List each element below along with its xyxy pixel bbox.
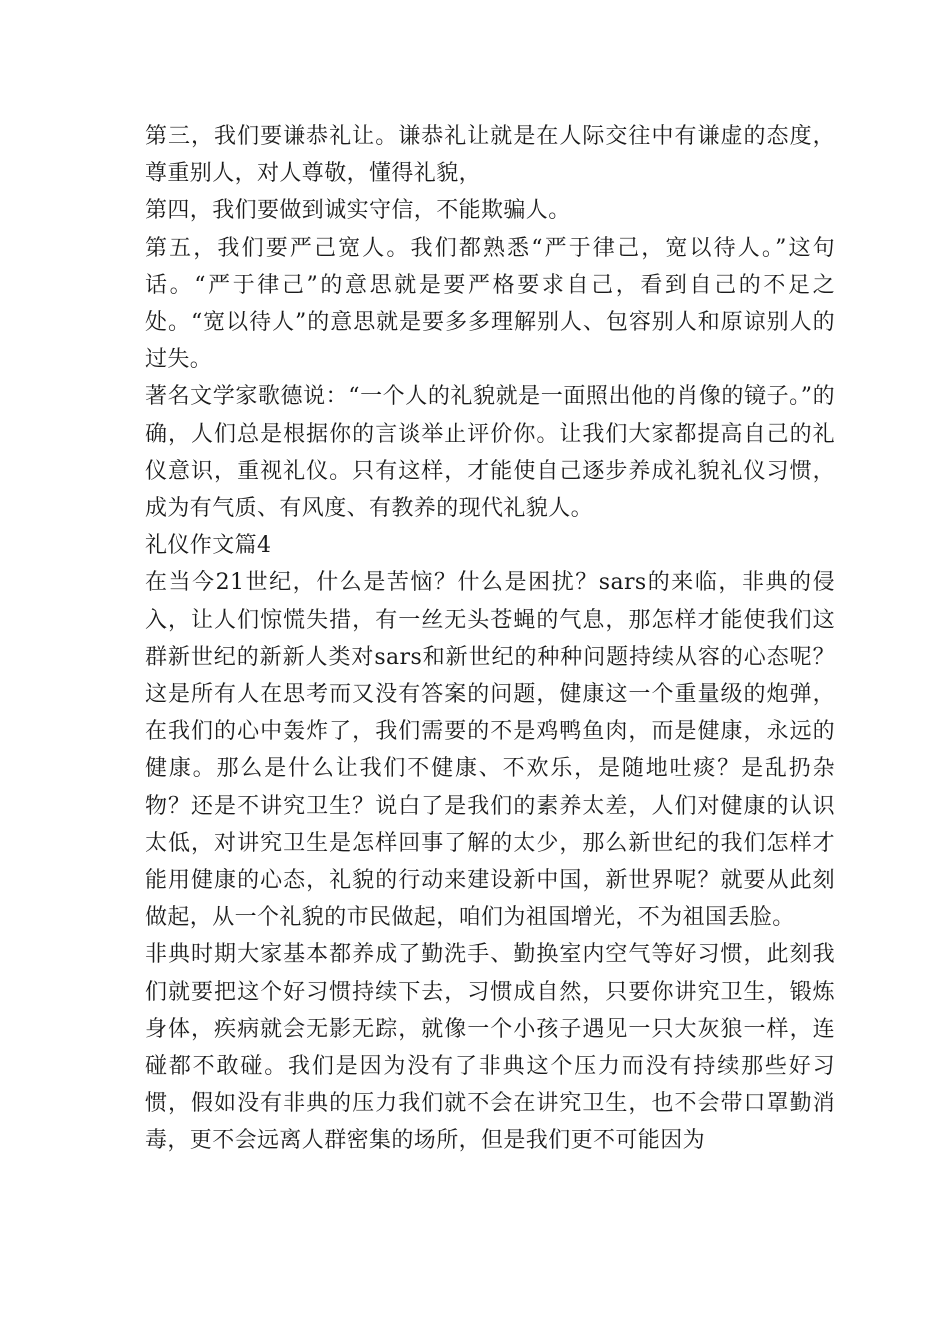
paragraph-third-point: 第三，我们要谦恭礼让。谦恭礼让就是在人际交往中有谦虚的态度，尊重别人，对人尊敬，懂得礼貌，	[145, 124, 835, 187]
document-page	[145, 118, 835, 1160]
paragraph-fifth-point: 第五，我们要严己宽人。我们都熟悉“严于律己，宽以待人。”这句话。“严于律己”的意思就是要严格要求自己，看到自己的不足之处。“宽以待人”的意思就是要多多理解别人、包容别人和原谅别人的过失。	[145, 235, 835, 373]
paragraph-fourth-point: 第四，我们要做到诚实守信，不能欺骗人。	[145, 198, 571, 224]
paragraph-sars-health: 在当今21世纪，什么是苦恼？什么是困扰？sars的来临，非典的侵入，让人们惊慌失措，有一丝无头苍蝇的气息，那怎样才能使我们这群新世纪的新新人类对sars和新世纪的种种问题持续从容的心态呢？这是所有人在思考而又没有答案的问题，健康这一个重量级的炮弹，在我们的心中轰炸了，我们需要的不是鸡鸭鱼肉，而是健康，永远的健康。那么是什么让我们不健康、不欢乐，是随地吐痰？是乱扔杂物？还是不讲究卫生？说白了是我们的素养太差，人们对健康的认识太低，对讲究卫生是怎样回事了解的太少，那么新世纪的我们怎样才能用健康的心态，礼貌的行动来建设新中国，新世界呢？就要从此刻做起，从一个礼貌的市民做起，咱们为祖国增光，不为祖国丢脸。	[145, 570, 835, 931]
paragraph-goethe-quote: 著名文学家歌德说：“一个人的礼貌就是一面照出他的肖像的镜子。”的确，人们总是根据你的言谈举止评价你。让我们大家都提高自己的礼仪意识，重视礼仪。只有这样，才能使自己逐步养成礼貌礼仪习惯，成为有气质、有风度、有教养的现代礼貌人。	[145, 384, 835, 522]
section-title: 礼仪作文篇4	[145, 533, 272, 559]
paragraph-hygiene-habits: 非典时期大家基本都养成了勤洗手、勤换室内空气等好习惯，此刻我们就要把这个好习惯持续下去，习惯成自然，只要你讲究卫生，锻炼身体，疾病就会无影无踪，就像一个小孩子遇见一只大灰狼一样，连碰都不敢碰。我们是因为没有了非典这个压力而没有持续那些好习惯，假如没有非典的压力我们就不会在讲究卫生，也不会带口罩勤消毒，更不会远离人群密集的场所，但是我们更不可能因为	[145, 942, 835, 1154]
